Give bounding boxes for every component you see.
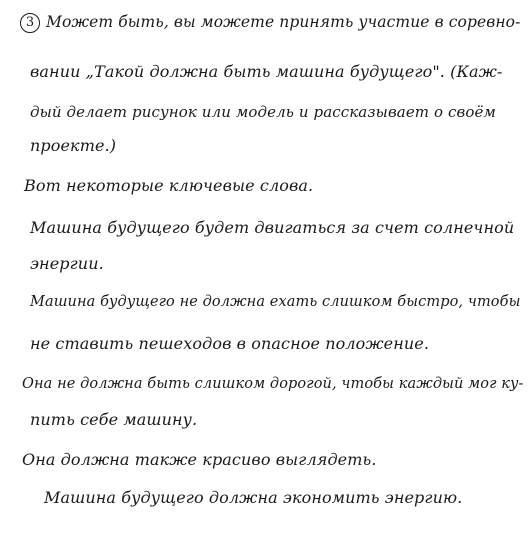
text-line-3: дый делает рисунок или модель и рассказывает о своём <box>30 103 496 121</box>
text-line-13: Машина будущего должна экономить энергию. <box>44 488 463 507</box>
text-line-6: Машина будущего будет двигаться за счет солнечной <box>30 218 515 237</box>
line-1-text: Может быть, вы можете принять участие в соревно- <box>46 13 521 31</box>
text-line-1 <box>20 12 520 33</box>
text-line-11: пить себе машину. <box>30 410 198 429</box>
text-line-5: Вот некоторые ключевые слова. <box>24 176 314 195</box>
text-line-4: проекте.) <box>30 136 117 155</box>
text-line-7: энергии. <box>30 254 104 273</box>
text-line-9: не ставить пешеходов в опасное положение. <box>30 334 430 353</box>
item-number-badge: 3 <box>20 13 40 33</box>
text-line-2: вании „Такой должна быть машина будущего". (Каж- <box>30 62 503 81</box>
text-line-8: Машина будущего не должна ехать слишком быстро, чтобы <box>30 294 521 310</box>
text-line-12: Она должна также красиво выглядеть. <box>22 450 377 469</box>
text-line-10: Она не должна быть слишком дорогой, чтобы каждый мог ку- <box>22 376 524 392</box>
